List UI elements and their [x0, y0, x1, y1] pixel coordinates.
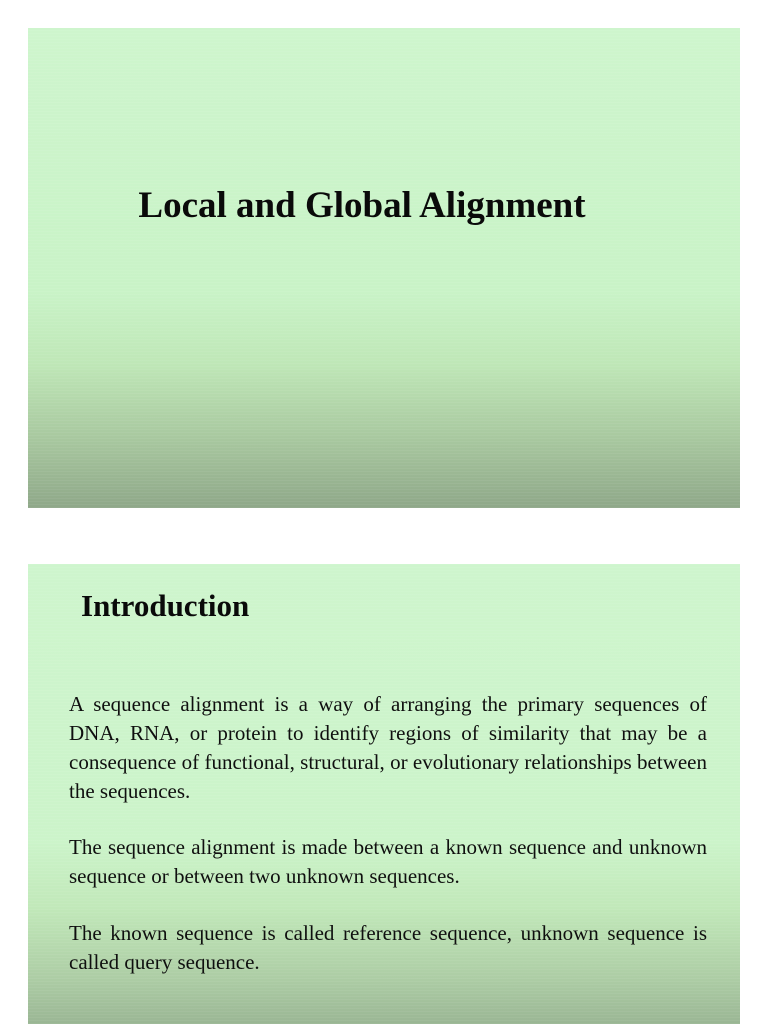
introduction-heading: Introduction [81, 588, 250, 623]
title-slide [28, 28, 740, 508]
intro-paragraph-3: The known sequence is called reference sequence, unknown sequence is called query sequence. [69, 921, 707, 974]
intro-paragraph-2: The sequence alignment is made between a known sequence and unknown sequence or between two unknown sequences. [69, 835, 707, 888]
introduction-slide [28, 564, 740, 1024]
intro-paragraph-1: A sequence alignment is a way of arranging the primary sequences of DNA, RNA, or protein to identify regions of similarity that may be a consequence of functional, structural, or evolutionary relationships between the sequences. [69, 692, 707, 803]
slide-title: Local and Global Alignment [138, 185, 586, 226]
